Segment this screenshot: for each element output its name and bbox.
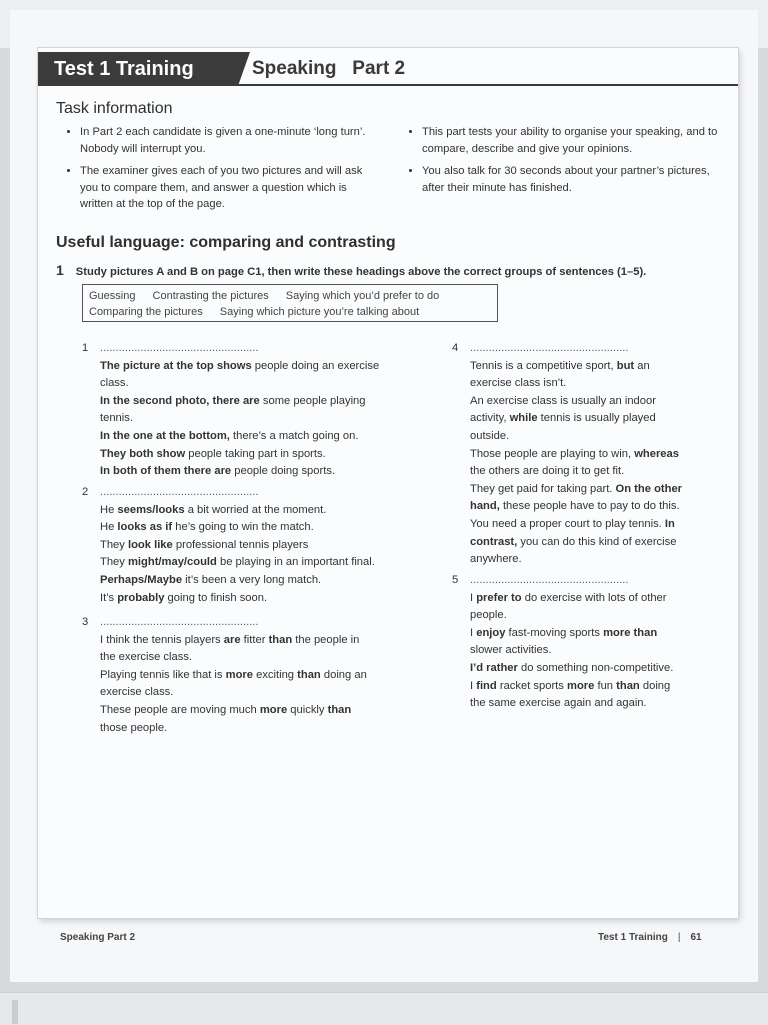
answer-dots[interactable]: ...................................................: [100, 486, 259, 498]
header-tab-tip: [238, 52, 250, 86]
footer-separator: |: [677, 932, 681, 943]
sentence: In both of them there are people doing sports.: [100, 465, 336, 478]
sentence: tennis.: [100, 412, 133, 425]
sentence: I’d rather do something non-competitive.: [470, 661, 674, 674]
sentence: I enjoy fast-moving sports more than: [470, 626, 658, 639]
sentence: the exercise class.: [100, 651, 193, 664]
sentence: the same exercise again and again.: [470, 697, 647, 710]
task-bullet: • The examiner gives each of you two pictures and will ask you to compare them, and answer a question which is written at the top of the page.: [80, 163, 366, 213]
footer-label: Test 1 Training: [598, 932, 668, 943]
exercise-text: Study pictures A and B on page C1, then write these headings above the correct groups of sentences (1–5).: [75, 266, 647, 278]
binding-edge: [12, 1000, 18, 1024]
sentence-group-2: [82, 484, 440, 607]
group-number: 4: [452, 342, 459, 354]
sentence-group-4: [452, 340, 732, 569]
headings-box: [82, 284, 498, 322]
sentence: Tennis is a competitive sport, but an: [470, 359, 650, 372]
sentence: It’s probably going to finish soon.: [100, 591, 268, 604]
answer-dots[interactable]: ...................................................: [100, 616, 259, 628]
task-bullet: • This part tests your ability to organise your speaking, and to compare, describe and give your opinions.: [422, 124, 722, 157]
header-tab: Test 1 Training: [38, 52, 238, 86]
sentence: the others are doing it to get fit.: [470, 465, 625, 478]
sentence: I find racket sports more fun than doing: [470, 679, 671, 692]
task-info-right: [404, 124, 722, 202]
sentence-group-5: [452, 572, 732, 713]
heading-option: Comparing the pictures: [89, 306, 203, 318]
task-info-heading: Task information: [56, 100, 173, 117]
sentence: An exercise class is usually an indoor: [470, 394, 656, 407]
answer-dots[interactable]: ...................................................: [470, 574, 629, 586]
group-number: 2: [82, 486, 89, 498]
next-page-edge: [0, 992, 768, 1025]
footer-right: [598, 932, 702, 943]
sentence: Playing tennis like that is more exciting than doing an: [100, 668, 367, 681]
sentence: These people are moving much more quickly than: [100, 703, 352, 716]
sentence: They both show people taking part in sports.: [100, 447, 326, 460]
sentence: In the second photo, there are some people playing: [100, 394, 366, 407]
sentence: hand, these people have to pay to do this.: [470, 500, 680, 513]
sentence-group-3: [82, 614, 430, 737]
sentence: In the one at the bottom, there’s a match going on.: [100, 429, 359, 442]
sentence: slower activities.: [470, 644, 552, 657]
heading-option: Saying which picture you’re talking about: [219, 306, 420, 318]
sentence: They get paid for taking part. On the other: [470, 482, 683, 495]
sentence: You need a proper court to play tennis. In: [470, 517, 675, 530]
sentence: They look like professional tennis players: [100, 538, 309, 551]
sentence: Perhaps/Maybe it’s been a very long match.: [100, 573, 322, 586]
sentence: exercise class.: [100, 686, 174, 699]
answer-dots[interactable]: ...................................................: [470, 342, 629, 354]
sentence: He seems/looks a bit worried at the moment.: [100, 503, 327, 516]
sentence: The picture at the top shows people doing an exercise: [100, 359, 380, 372]
group-number: 3: [82, 616, 89, 628]
sentence: I think the tennis players are fitter than the people in: [100, 633, 360, 646]
sentence: class.: [100, 377, 129, 390]
task-bullet: • In Part 2 each candidate is given a one-minute ‘long turn’. Nobody will interrupt you.: [80, 124, 366, 157]
sentence: people.: [470, 609, 507, 622]
useful-language-heading: Useful language: comparing and contrasting: [56, 234, 396, 251]
sentence: exercise class isn’t.: [470, 377, 567, 390]
sentence-group-1: [82, 340, 430, 481]
heading-option: Saying which you’d prefer to do: [285, 290, 440, 302]
task-bullet: • You also talk for 30 seconds about your partner’s pictures, after their minute has finished.: [422, 163, 722, 196]
group-number: 5: [452, 574, 459, 586]
heading-option: Guessing: [89, 290, 136, 302]
sentence: contrast, you can do this kind of exercise: [470, 535, 677, 548]
sentence: activity, while tennis is usually played: [470, 412, 656, 425]
group-number: 1: [82, 342, 89, 354]
page-number: 61: [690, 932, 702, 943]
sentence: I prefer to do exercise with lots of other: [470, 591, 667, 604]
task-info-left: [62, 124, 366, 219]
header-title: Speaking Part 2: [252, 58, 406, 79]
sentence: Those people are playing to win, whereas: [470, 447, 679, 460]
sentence: outside.: [470, 429, 510, 442]
sentence: those people.: [100, 721, 168, 734]
content-sheet: [38, 48, 738, 918]
footer-left: Speaking Part 2: [60, 932, 136, 943]
sentence: anywhere.: [470, 553, 522, 566]
answer-dots[interactable]: ...................................................: [100, 342, 259, 354]
heading-option: Contrasting the pictures: [152, 290, 269, 302]
sentence: They might/may/could be playing in an important final.: [100, 556, 375, 569]
exercise-instruction: [56, 262, 736, 278]
sentence: He looks as if he’s going to win the match.: [100, 521, 314, 534]
exercise-number: 1: [56, 262, 64, 278]
header-bar: [38, 52, 738, 86]
